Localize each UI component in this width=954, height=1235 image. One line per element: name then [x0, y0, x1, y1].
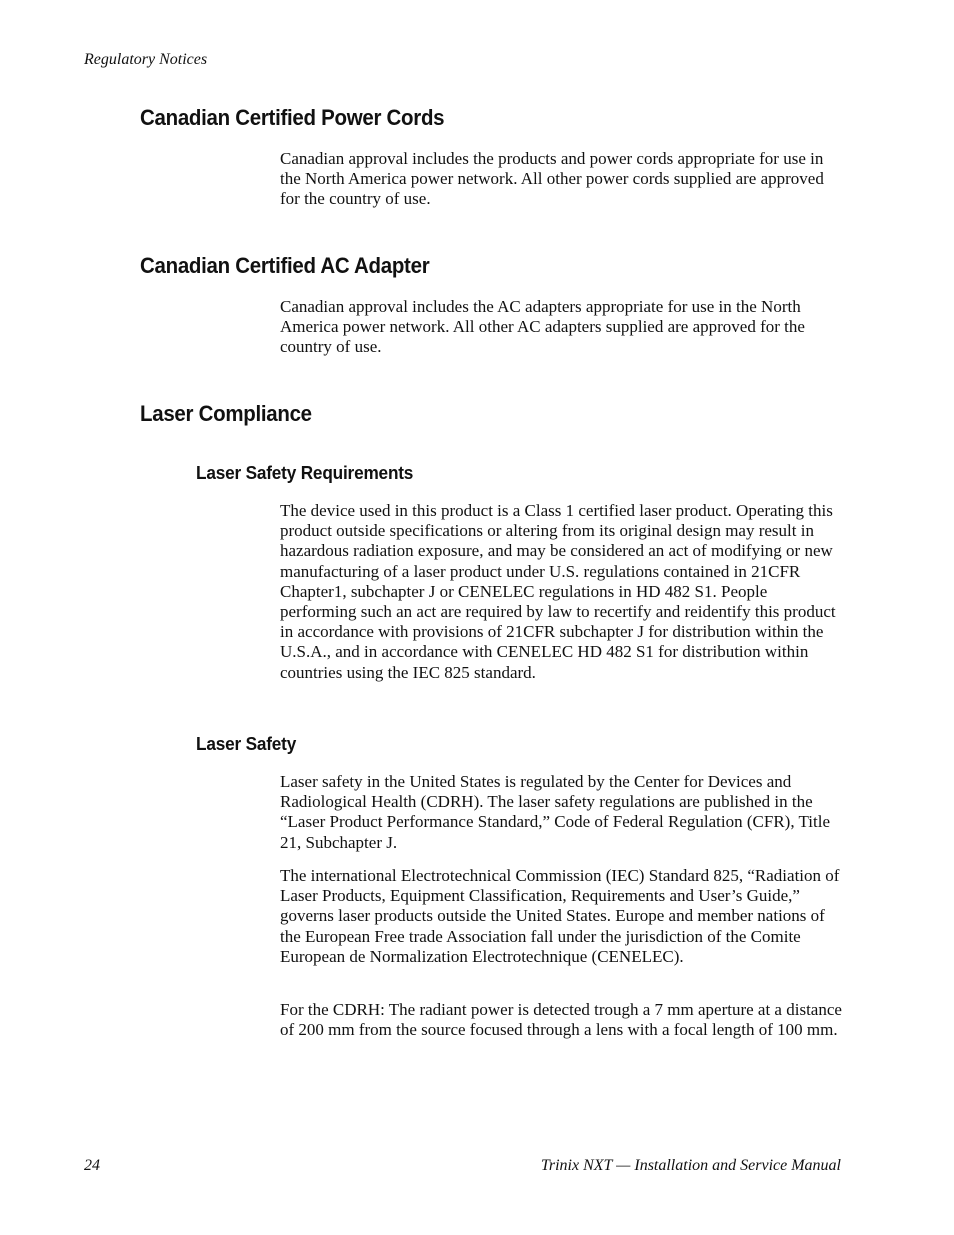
page-number: 24 — [84, 1157, 100, 1174]
paragraph-laser-safety-iec: The international Electrotechnical Commission (IEC) Standard 825, “Radiation of Laser Products, Equipment Classification, Requirements and User’s Guide,” governs laser products outside the United States. Europe and member nations of the European Free trade Association fall under the jurisdiction of the Comite European de Normalization Electrotechnique (CENELEC). — [280, 866, 840, 966]
paragraph-laser-safety-requirements: The device used in this product is a Class 1 certified laser product. Operating this product outside specifications or altering from its original design may result in hazardous radiation exposure, and may be considered an act of modifying or new manufacturing of a laser product under U.S. regulations contained in 21CFR Chapter1, subchapter J or CENELEC regulations in HD 482 S1. People performing such an act are required by law to recertify and reidentify this product in accordance with provisions of 21CFR subchapter J for distribution within the U.S.A., and in accordance with CENELEC HD 482 S1 for distribution within countries using the IEC 825 standard. — [280, 501, 836, 682]
paragraph-laser-safety-cdrh: Laser safety in the United States is regulated by the Center for Devices and Radiological Health (CDRH). The laser safety regulations are published in the “Laser Product Performance Standard,” Code of Federal Regulation (CFR), Title 21, Subchapter J. — [280, 772, 831, 852]
paragraph-laser-safety-radiant-power: For the CDRH: The radiant power is detected trough a 7 mm aperture at a distance of 200 mm from the source focused through a lens with a focal length of 100 mm. — [280, 1000, 842, 1040]
heading-canadian-ac-adapter: Canadian Certified AC Adapter — [140, 253, 430, 278]
document-title: Trinix NXT — Installation and Service Manual — [540, 1157, 841, 1174]
running-head: Regulatory Notices — [84, 51, 208, 68]
heading-canadian-power-cords: Canadian Certified Power Cords — [140, 105, 445, 130]
heading-laser-safety-requirements: Laser Safety Requirements — [196, 462, 414, 483]
heading-laser-compliance: Laser Compliance — [140, 401, 312, 426]
paragraph-ac-adapter: Canadian approval includes the AC adapters appropriate for use in the North America power network. All other AC adapters supplied are approved for the country of use. — [280, 297, 805, 357]
heading-laser-safety: Laser Safety — [196, 733, 297, 754]
paragraph-power-cords: Canadian approval includes the products and power cords appropriate for use in the North America power network. All other power cords supplied are approved for the country of use. — [280, 149, 824, 209]
